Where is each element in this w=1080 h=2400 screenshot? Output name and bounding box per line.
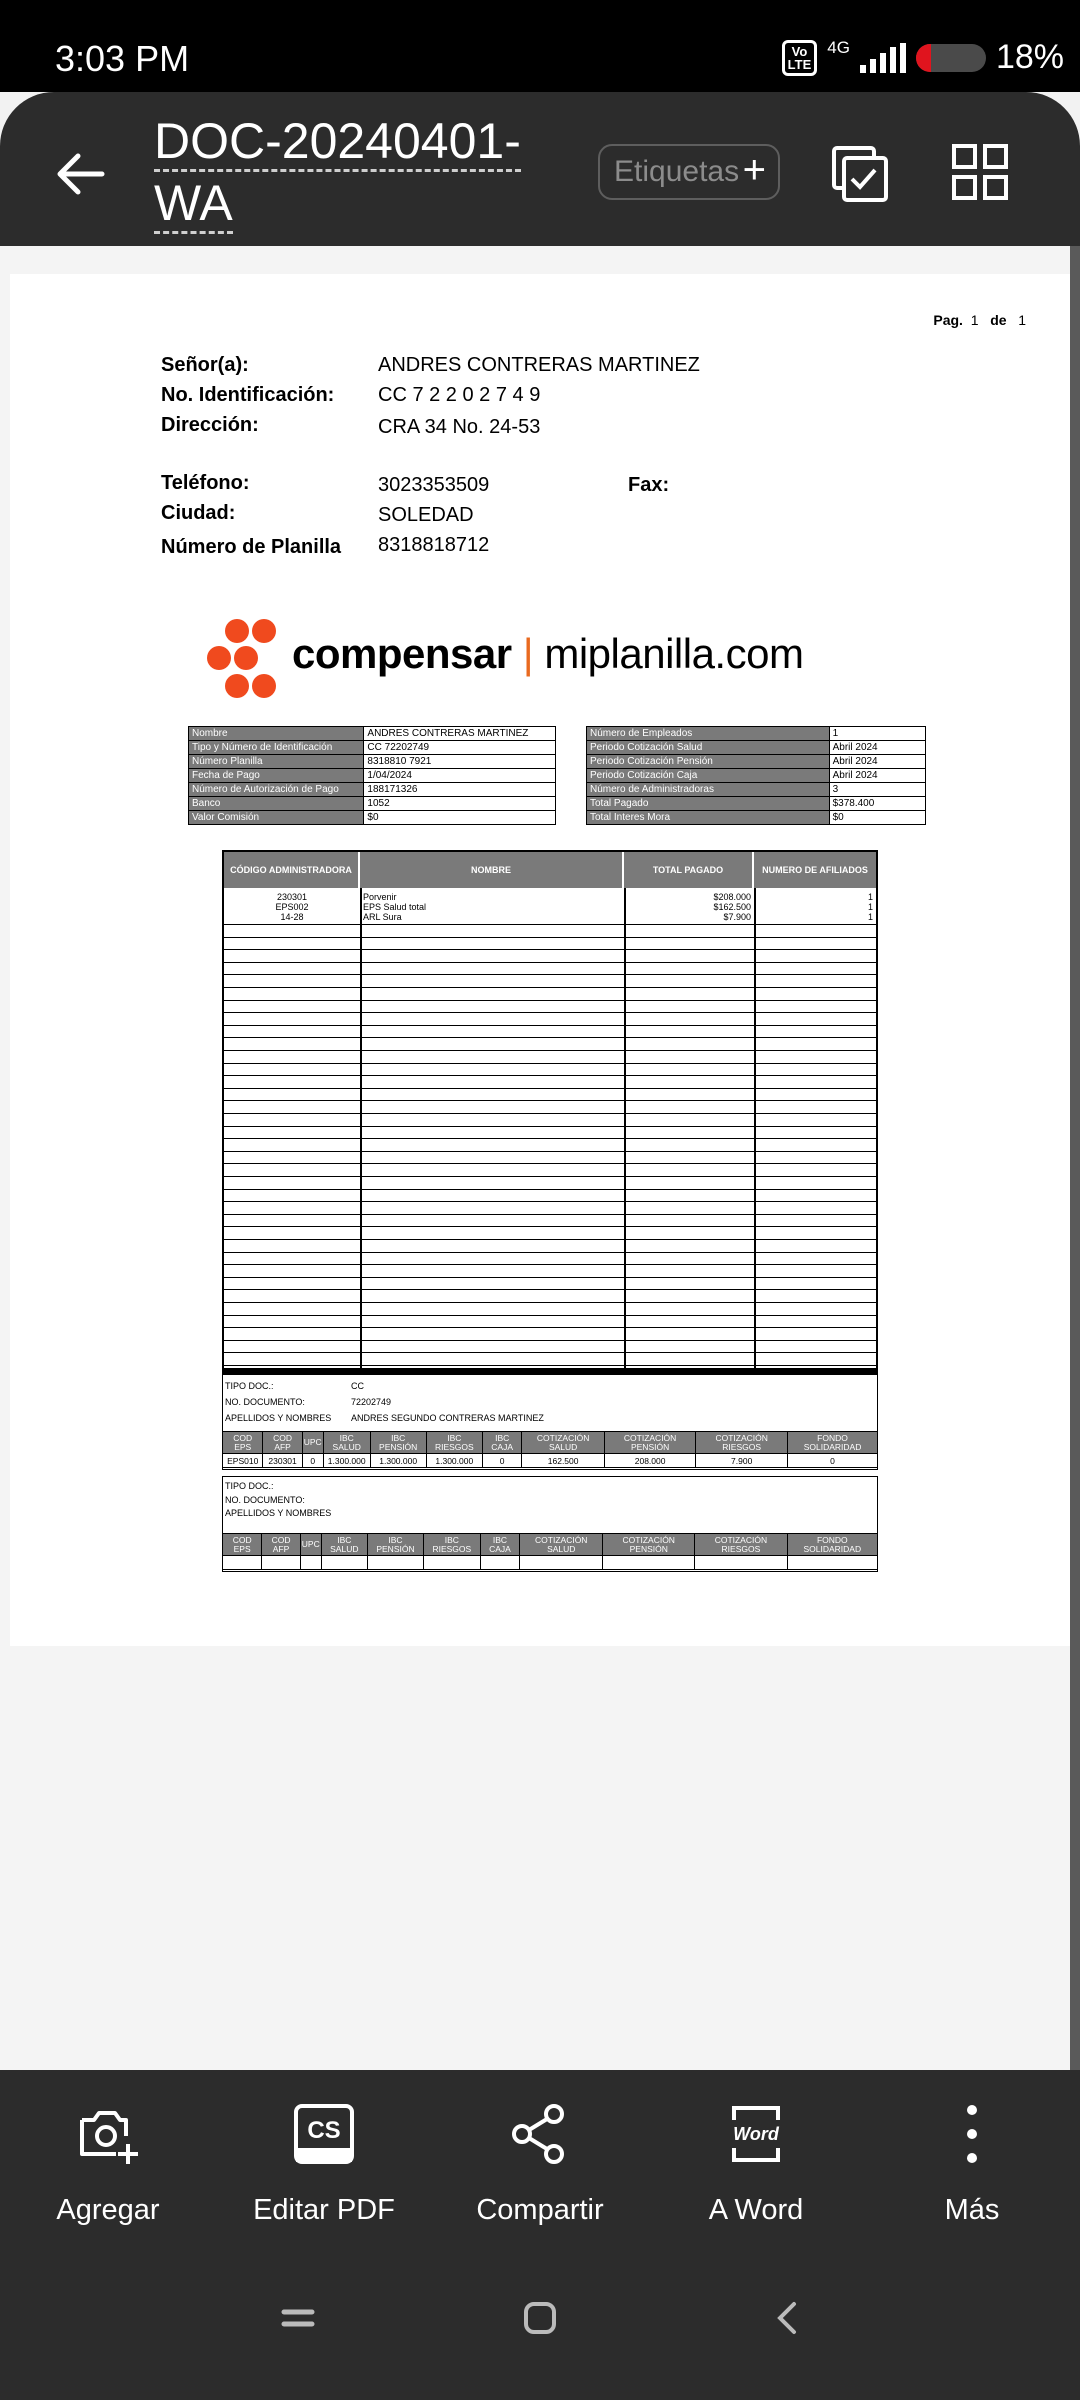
column-divider <box>624 888 626 1368</box>
compensar-flower-icon <box>204 616 294 706</box>
info-row <box>189 783 556 797</box>
row-line <box>224 1201 876 1202</box>
row-line <box>224 987 876 988</box>
mas-button[interactable]: Más <box>892 2102 1052 2227</box>
row-line <box>224 1138 876 1139</box>
detail-cell <box>300 1556 321 1570</box>
row-line <box>224 1239 876 1240</box>
row-line <box>224 1012 876 1013</box>
info-value: $0 <box>829 811 925 825</box>
table-cell: 14-28 <box>280 912 304 922</box>
tags-button[interactable]: Etiquetas + <box>598 144 780 200</box>
scrollbar[interactable] <box>1070 246 1080 2070</box>
col-total-header: TOTAL PAGADO <box>624 852 754 888</box>
table-cell: EPS002 <box>275 902 309 912</box>
detail-header: IBC CAJA <box>482 1432 521 1454</box>
info-row <box>189 755 556 769</box>
info-label: Nombre <box>189 727 364 741</box>
row-line <box>224 1365 876 1366</box>
column-divider <box>360 888 362 1368</box>
fax-label: Fax: <box>628 474 670 496</box>
info-row <box>587 727 926 741</box>
row-line <box>224 1037 876 1038</box>
row-line <box>224 1214 876 1215</box>
ciudad-value: SOLEDAD <box>378 504 474 526</box>
row-line <box>224 1252 876 1253</box>
row-line <box>224 1063 876 1064</box>
info-label: Banco <box>189 797 364 811</box>
svg-text:CS: CS <box>307 2117 341 2144</box>
info-label: Periodo Cotización Caja <box>587 769 830 783</box>
row-line <box>224 1226 876 1227</box>
senor-value: ANDRES CONTRERAS MARTINEZ <box>378 354 700 376</box>
more-vertical-icon <box>940 2102 1004 2166</box>
row-line <box>224 1088 876 1089</box>
table-cell: 230301 <box>276 892 308 902</box>
tipo-doc-value: CC <box>351 1381 364 1391</box>
info-row <box>587 797 926 811</box>
info-row <box>587 811 926 825</box>
detail-cell <box>695 1556 787 1570</box>
info-value: $378.400 <box>829 797 925 811</box>
row-line <box>224 1176 876 1177</box>
bottom-toolbar <box>0 2070 1080 2400</box>
row-line <box>224 1113 876 1114</box>
info-row <box>189 741 556 755</box>
period-info-table <box>586 726 926 825</box>
detail-cell <box>321 1556 367 1570</box>
pdf-page <box>10 274 1070 1646</box>
table-cell: ARL Sura <box>363 912 402 922</box>
info-row <box>189 797 556 811</box>
row-line <box>224 937 876 938</box>
row-line <box>224 1100 876 1101</box>
detail-header: UPC <box>302 1432 323 1454</box>
telefono-value: 3023353509 <box>378 474 490 496</box>
row-line <box>224 1126 876 1127</box>
document-viewer[interactable] <box>0 246 1080 2070</box>
detail-header: COTIZACIÓN RIESGOS <box>695 1534 787 1556</box>
info-label: Total Pagado <box>587 797 830 811</box>
info-row <box>189 769 556 783</box>
row-line <box>224 1302 876 1303</box>
camera-plus-icon <box>76 2102 140 2166</box>
detail-cell: 1.300.000 <box>426 1454 482 1468</box>
detail-header: IBC SALUD <box>323 1432 370 1454</box>
no-documento-label-2: NO. DOCUMENTO: <box>225 1495 305 1505</box>
detail-cell: EPS010 <box>223 1454 263 1468</box>
info-row <box>587 769 926 783</box>
direccion-value: CRA 34 No. 24-53 <box>378 416 541 438</box>
table-cell: 1 <box>867 912 873 922</box>
detail-header: COTIZACIÓN RIESGOS <box>696 1432 788 1454</box>
row-line <box>224 1352 876 1353</box>
row-line <box>224 1277 876 1278</box>
share-icon <box>508 2102 572 2166</box>
apellidos-label-2: APELLIDOS Y NOMBRES <box>225 1508 332 1518</box>
col-afiliados-header: NUMERO DE AFILIADOS <box>762 865 868 875</box>
detail-header: COTIZACIÓN PENSIÓN <box>603 1534 695 1556</box>
info-value: CC 72202749 <box>364 741 556 755</box>
info-label: Fecha de Pago <box>189 769 364 783</box>
agregar-button[interactable]: Agregar <box>28 2102 188 2227</box>
info-value: 3 <box>829 783 925 797</box>
detail-cell: 162.500 <box>522 1454 605 1468</box>
info-value: 188171326 <box>364 783 556 797</box>
info-value: 1 <box>829 727 925 741</box>
administradoras-table <box>222 850 878 1370</box>
info-row <box>587 783 926 797</box>
editar-pdf-button[interactable]: CS Editar PDF <box>244 2102 404 2227</box>
row-line <box>224 1025 876 1026</box>
table-cell: EPS Salud total <box>363 902 427 912</box>
clock: 3:03 PM <box>55 38 190 79</box>
detail-header: FONDO SOLIDARIDAD <box>788 1432 878 1454</box>
id-value: CC 7 2 2 0 2 7 4 9 <box>378 384 541 406</box>
detail-cell: 1.300.000 <box>370 1454 426 1468</box>
info-label: Periodo Cotización Pensión <box>587 755 830 769</box>
detail-header: COD AFP <box>262 1534 300 1556</box>
home-nav-icon[interactable] <box>522 2300 558 2336</box>
row-line <box>224 1050 876 1051</box>
table-cell: $208.000 <box>713 892 751 902</box>
info-label: Número de Autorización de Pago <box>189 783 364 797</box>
info-label: Número Planilla <box>189 755 364 769</box>
signal-icon <box>860 43 906 73</box>
table-cell: $162.500 <box>713 902 751 912</box>
apellidos-label: APELLIDOS Y NOMBRES <box>225 1413 332 1423</box>
table-row <box>224 902 876 912</box>
battery-percent: 18% <box>995 38 1064 76</box>
detail-header: COD AFP <box>263 1432 302 1454</box>
telefono-label: Teléfono: <box>161 472 250 494</box>
word-icon <box>724 2102 788 2166</box>
detail-header: COTIZACIÓN PENSIÓN <box>604 1432 695 1454</box>
network-type: 4G <box>827 38 850 57</box>
row-line <box>224 1289 876 1290</box>
apellidos-value: ANDRES SEGUNDO CONTRERAS MARTINEZ <box>351 1413 544 1423</box>
table-cell: $7.900 <box>723 912 751 922</box>
row-line <box>224 924 876 925</box>
detail-cell <box>367 1556 423 1570</box>
info-label: Número de Empleados <box>587 727 830 741</box>
app-header <box>0 92 1080 246</box>
detail-header: FONDO SOLIDARIDAD <box>787 1534 877 1556</box>
payment-info-table <box>188 726 556 825</box>
row-line <box>224 1151 876 1152</box>
info-row <box>189 727 556 741</box>
page-indicator: Pag. 1 de 1 <box>933 312 1026 328</box>
detail-cell: 0 <box>482 1454 521 1468</box>
row-line <box>224 1327 876 1328</box>
detail-cell <box>223 1556 262 1570</box>
row-line <box>224 1163 876 1164</box>
detail-cell <box>262 1556 300 1570</box>
row-line <box>224 1075 876 1076</box>
detail-header: COD EPS <box>223 1534 262 1556</box>
plus-icon: + <box>742 148 766 192</box>
info-row <box>189 811 556 825</box>
info-row <box>587 755 926 769</box>
a-word-button[interactable]: Word A Word <box>676 2102 836 2227</box>
row-line <box>224 1264 876 1265</box>
afiliado-detail-2 <box>222 1476 878 1572</box>
detail-header: IBC CAJA <box>480 1534 520 1556</box>
detail-cell: 0 <box>302 1454 323 1468</box>
tipo-doc-label-2: TIPO DOC.: <box>225 1481 274 1491</box>
info-label: Número de Administradoras <box>587 783 830 797</box>
detail-cell: 230301 <box>263 1454 302 1468</box>
ciudad-label: Ciudad: <box>161 502 236 524</box>
afiliado-detail-table-2 <box>222 1533 878 1570</box>
detail-cell <box>520 1556 603 1570</box>
detail-header: IBC PENSIÓN <box>370 1432 426 1454</box>
detail-cell: 208.000 <box>604 1454 695 1468</box>
info-value: Abril 2024 <box>829 769 925 783</box>
status-bar <box>0 0 1080 92</box>
table-cell: 1 <box>867 902 873 912</box>
svg-text:Word: Word <box>733 2124 779 2144</box>
afiliado-detail-table-1 <box>222 1431 878 1468</box>
back-arrow-icon[interactable] <box>52 146 108 202</box>
compartir-button[interactable]: Compartir <box>460 2102 620 2227</box>
detail-header: IBC RIESGOS <box>426 1432 482 1454</box>
info-label: Periodo Cotización Salud <box>587 741 830 755</box>
back-nav-icon[interactable] <box>770 2300 806 2336</box>
detail-header: UPC <box>300 1534 321 1556</box>
info-value: 1/04/2024 <box>364 769 556 783</box>
planilla-label: Número de Planilla <box>161 536 342 558</box>
detail-header: COD EPS <box>223 1432 263 1454</box>
info-value: Abril 2024 <box>829 741 925 755</box>
detail-cell: 1.300.000 <box>323 1454 370 1468</box>
row-line <box>224 1340 876 1341</box>
info-value: Abril 2024 <box>829 755 925 769</box>
planilla-value: 8318818712 <box>378 534 490 556</box>
detail-header: COTIZACIÓN SALUD <box>520 1534 603 1556</box>
detail-cell: 0 <box>788 1454 878 1468</box>
detail-cell <box>480 1556 520 1570</box>
row-line <box>224 1315 876 1316</box>
info-label: Total Interes Mora <box>587 811 830 825</box>
select-check-icon[interactable] <box>830 144 890 204</box>
table-cell: Porvenir <box>363 892 397 902</box>
document-title[interactable]: DOC-20240401-WA <box>154 110 594 296</box>
compensar-logo: compensar | miplanilla.com <box>200 612 820 712</box>
detail-header: COTIZACIÓN SALUD <box>522 1432 605 1454</box>
detail-header: IBC SALUD <box>321 1534 367 1556</box>
cs-pdf-icon <box>292 2102 356 2166</box>
no-documento-value: 72202749 <box>351 1397 392 1407</box>
volte-icon: Vo LTE <box>782 40 818 76</box>
column-divider <box>754 888 756 1368</box>
info-label: Tipo y Número de Identificación <box>189 741 364 755</box>
row-line <box>224 974 876 975</box>
row-line <box>224 1189 876 1190</box>
info-row <box>587 741 926 755</box>
afiliado-detail-1 <box>222 1374 878 1470</box>
no-documento-label: NO. DOCUMENTO: <box>225 1397 305 1407</box>
table-row <box>224 892 876 902</box>
info-label: Valor Comisión <box>189 811 364 825</box>
info-value: $0 <box>364 811 556 825</box>
detail-cell: 7.900 <box>696 1454 788 1468</box>
row-line <box>224 962 876 963</box>
row-line <box>224 949 876 950</box>
senor-label: Señor(a): <box>161 354 249 376</box>
battery-icon <box>916 44 986 72</box>
info-value: ANDRES CONTRERAS MARTINEZ <box>364 727 556 741</box>
tipo-doc-label: TIPO DOC.: <box>225 1381 274 1391</box>
grid-view-icon[interactable] <box>952 144 1008 200</box>
row-line <box>224 1000 876 1001</box>
col-nombre-header: NOMBRE <box>360 852 624 888</box>
table-row <box>224 912 876 922</box>
detail-cell <box>787 1556 877 1570</box>
direccion-label: Dirección: <box>161 414 259 436</box>
col-codigo-header: CÓDIGO ADMINISTRADORA <box>224 852 360 888</box>
detail-header: IBC PENSIÓN <box>367 1534 423 1556</box>
detail-header: IBC RIESGOS <box>424 1534 481 1556</box>
table-cell: 1 <box>867 892 873 902</box>
id-label: No. Identificación: <box>161 384 335 406</box>
info-value: 8318810 7921 <box>364 755 556 769</box>
detail-cell <box>424 1556 481 1570</box>
detail-cell <box>603 1556 695 1570</box>
recents-nav-icon[interactable] <box>280 2300 316 2336</box>
info-value: 1052 <box>364 797 556 811</box>
